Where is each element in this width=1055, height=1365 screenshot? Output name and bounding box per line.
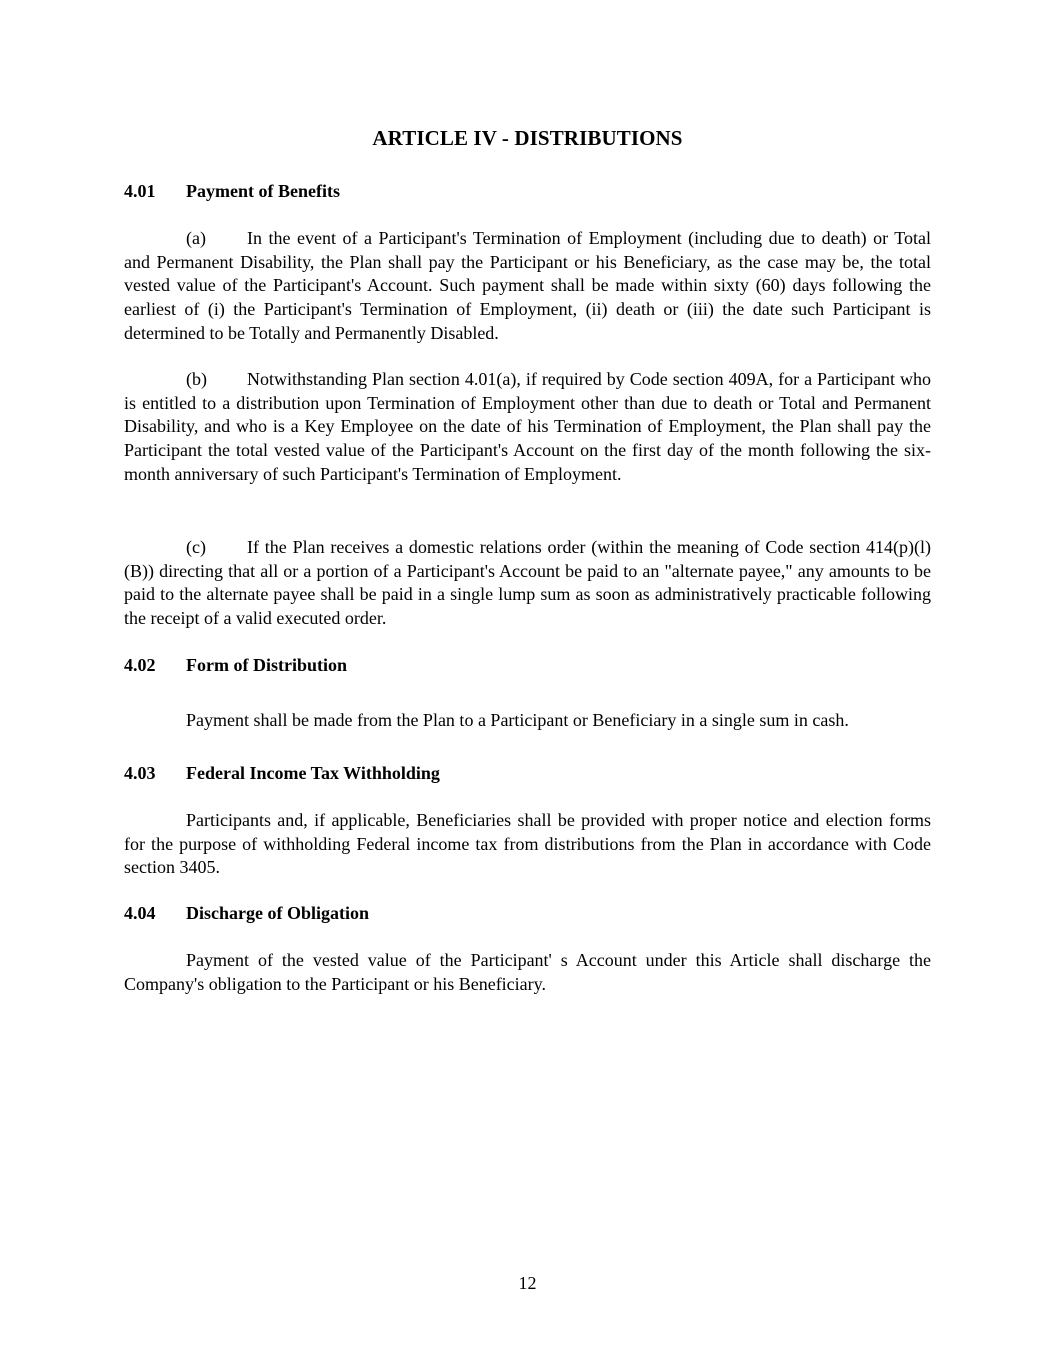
section-heading-4-01 [124, 181, 340, 202]
paragraph-text: Payment of the vested value of the Participant' s Account under this Article shall discharge the Company's obligation to the Participant or his Beneficiary. [124, 950, 931, 994]
paragraph-text: If the Plan receives a domestic relations order (within the meaning of Code section 414(p)(l)(B)) directing that all or a portion of a Participant's Account be paid to an "alternate payee," any amounts to be paid to the alternate payee shall be paid in a single lump sum as soon as administratively practicable following the receipt of a valid executed order. [124, 537, 931, 629]
paragraph-4-01-a [124, 227, 931, 346]
section-heading-4-04 [124, 903, 369, 924]
section-heading-4-02 [124, 655, 347, 676]
paragraph-text: Payment shall be made from the Plan to a Participant or Beneficiary in a single sum in cash. [186, 710, 849, 730]
paragraph-4-01-b [124, 368, 931, 487]
paragraph-4-01-c [124, 536, 931, 631]
paragraph-4-02 [124, 709, 931, 733]
section-number: 4.01 [124, 181, 156, 201]
section-number: 4.04 [124, 903, 156, 923]
paragraph-label: (a) [186, 228, 206, 248]
paragraph-text: Notwithstanding Plan section 4.01(a), if required by Code section 409A, for a Participant who is entitled to a distribution upon Termination of Employment other than due to death or Total and Permanent Disability, and who is a Key Employee on the date of his Termination of Employment, the Plan shall pay the Participant the total vested value of the Participant's Account on the first day of the month following the six-month anniversary of such Participant's Termination of Employment. [124, 369, 931, 484]
paragraph-label: (b) [186, 369, 207, 389]
article-title: ARTICLE IV - DISTRIBUTIONS [372, 126, 683, 150]
section-title: Form of Distribution [186, 655, 347, 675]
section-title: Discharge of Obligation [186, 903, 369, 923]
section-title: Payment of Benefits [186, 181, 340, 201]
section-number: 4.03 [124, 763, 156, 783]
section-heading-4-03 [124, 763, 440, 784]
paragraph-text: Participants and, if applicable, Beneficiaries shall be provided with proper notice and election forms for the purpose of withholding Federal income tax from distributions from the Plan in accordance with Code section 3405. [124, 810, 931, 878]
paragraph-4-04 [124, 949, 931, 996]
page-number: 12 [518, 1273, 537, 1293]
paragraph-4-03 [124, 809, 931, 880]
paragraph-text: In the event of a Participant's Termination of Employment (including due to death) or Total and Permanent Disability, the Plan shall pay the Participant or his Beneficiary, as the case may be, the total vested value of the Participant's Account. Such payment shall be made within sixty (60) days following the earliest of (i) the Participant's Termination of Employment, (ii) death or (iii) the date such Participant is determined to be Totally and Permanently Disabled. [124, 228, 931, 343]
section-title: Federal Income Tax Withholding [186, 763, 440, 783]
section-number: 4.02 [124, 655, 156, 675]
paragraph-label: (c) [186, 537, 206, 557]
